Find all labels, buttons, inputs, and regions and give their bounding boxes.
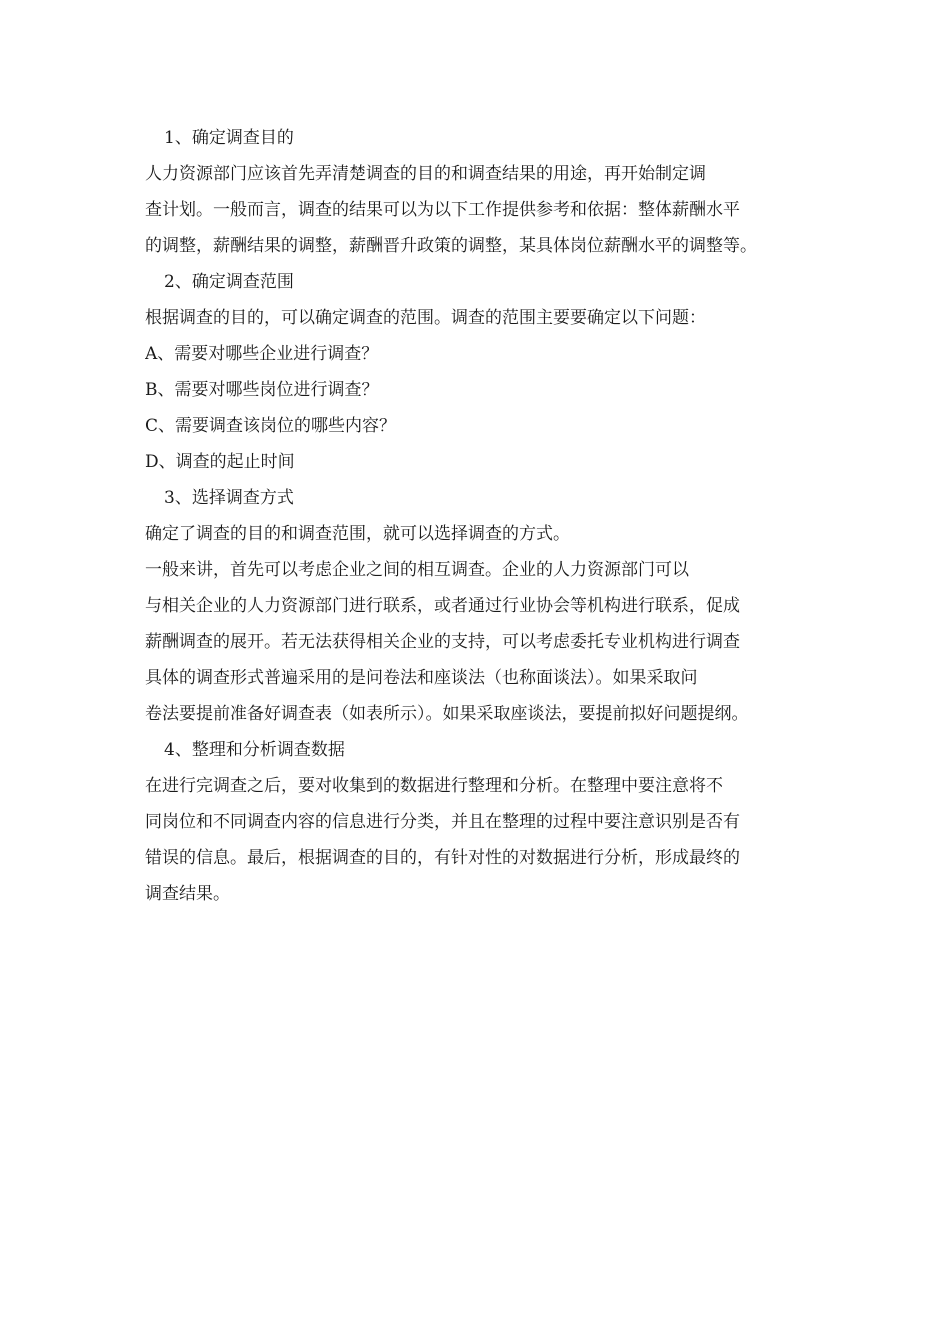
section-heading: 1、确定调查目的 <box>164 128 294 148</box>
paragraph-line: 一般来讲，首先可以考虑企业之间的相互调查。企业的人力资源部门可以 <box>145 560 689 580</box>
paragraph-line: 查计划。一般而言，调查的结果可以为以下工作提供参考和依据：整体薪酬水平 <box>145 200 740 220</box>
paragraph-line: B、需要对哪些岗位进行调查？ <box>145 380 379 400</box>
paragraph-line: 在进行完调查之后，要对收集到的数据进行整理和分析。在整理中要注意将不 <box>145 776 723 796</box>
paragraph-line: 同岗位和不同调查内容的信息进行分类，并且在整理的过程中要注意识别是否有 <box>145 812 740 832</box>
paragraph-line: A、需要对哪些企业进行调查？ <box>145 344 379 364</box>
paragraph-line: 确定了调查的目的和调查范围，就可以选择调查的方式。 <box>145 524 570 544</box>
document-body <box>145 120 810 912</box>
paragraph-line: 与相关企业的人力资源部门进行联系，或者通过行业协会等机构进行联系，促成 <box>145 596 740 616</box>
section-heading: 2、确定调查范围 <box>164 272 294 292</box>
paragraph-line: C、需要调查该岗位的哪些内容？ <box>145 416 397 436</box>
paragraph-line: 根据调查的目的，可以确定调查的范围。调查的范围主要要确定以下问题： <box>145 308 706 328</box>
paragraph-line: 调查结果。 <box>145 884 230 904</box>
paragraph-line: 卷法要提前准备好调查表（如表所示）。如果采取座谈法，要提前拟好问题提纲。 <box>145 704 749 724</box>
section-heading: 3、选择调查方式 <box>164 488 294 508</box>
paragraph-line: 人力资源部门应该首先弄清楚调查的目的和调查结果的用途，再开始制定调 <box>145 164 706 184</box>
paragraph-line: 薪酬调查的展开。若无法获得相关企业的支持，可以考虑委托专业机构进行调查 <box>145 632 740 652</box>
section-heading: 4、整理和分析调查数据 <box>164 740 345 760</box>
paragraph-line: D、调查的起止时间 <box>145 452 295 472</box>
paragraph-line: 错误的信息。最后，根据调查的目的，有针对性的对数据进行分析，形成最终的 <box>145 848 740 868</box>
paragraph-line: 的调整，薪酬结果的调整，薪酬晋升政策的调整，某具体岗位薪酬水平的调整等。 <box>145 236 757 256</box>
paragraph-line: 具体的调查形式普遍采用的是问卷法和座谈法（也称面谈法）。如果采取问 <box>145 668 698 688</box>
